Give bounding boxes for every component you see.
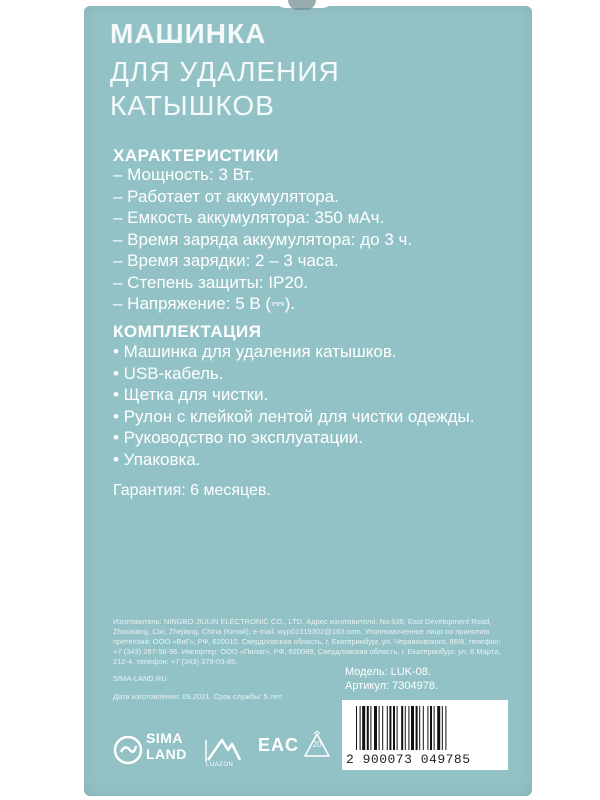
website-text: SIMA-LAND.RU [113, 674, 167, 683]
manufacturer-info: Изготовитель: NINGBO JIULIN ELECTRONIC CO., LTD. Адрес изготовителя: No.638, East Development Road, Zhouxiang, Cixi, Zhejiang, China (Китай), e-mail: wyp01319302@163.com. Уполномоченное лицо по принятию претензий: ООО «ВиГ», РФ, 620010, Свердловская область, г. Екатеринбург, ул. Черняховского, 86/8, телефон: +7 (343) 287-56-96. Импортер: ООО «Пилат», РФ, 620089, Свердловская область, г. Екатеринбург, ул. 8 Марта, 212-4, телефон: +7 (343) 379-03-85. [113, 617, 501, 666]
specs-heading: ХАРАКТЕРИСТИКИ [113, 146, 279, 165]
sima-logo-line2: LAND [146, 746, 187, 762]
sima-land-logo-text [146, 730, 187, 762]
spec-item: – Мощность: 3 Вт. [113, 165, 254, 184]
model-info [345, 665, 438, 693]
article-text: Артикул: 7304978. [345, 680, 439, 692]
product-subtitle-line2: КАТЫШКОВ [110, 90, 275, 121]
spec-item: – Емкость аккумулятора: 350 мАч. [113, 208, 385, 227]
barcode [342, 700, 508, 770]
spec-item: – Время зарядки: 2 – 3 часа. [113, 251, 339, 270]
product-title: МАШИНКА [110, 18, 267, 49]
barcode-bars-icon [342, 700, 508, 752]
kit-item: • Машинка для удаления катышков. [113, 342, 397, 361]
kit-item: • Щетка для чистки. [113, 385, 269, 404]
spec-item: – Работает от аккумулятора. [113, 186, 339, 206]
manufacture-date-text: Дата изготовления: 09.2021. Срок службы: 5 лет. [113, 692, 283, 701]
spec-item: – Степень защиты: IP20. [113, 272, 309, 292]
barcode-number: 2 900073 049785 [346, 752, 471, 767]
warranty-text: Гарантия: 6 месяцев. [113, 482, 271, 499]
kit-heading: КОМПЛЕКТАЦИЯ [113, 322, 262, 341]
luazon-logo-text: LUAZON [206, 762, 234, 768]
kit-item: • Рулон с клейкой лентой для чистки одежды. [113, 406, 475, 426]
kit-item: • USB-кабель. [113, 363, 224, 383]
kit-item: • Руководство по эксплуатации. [113, 428, 363, 447]
kit-item: • Упаковка. [113, 449, 201, 469]
spec-item: – Напряжение: 5 В (⎓). [113, 294, 296, 313]
model-text: Модель: LUK-08. [345, 666, 431, 678]
spec-item: – Время заряда аккумулятора: до 3 ч. [113, 229, 413, 249]
kit-list [113, 341, 474, 470]
sima-logo-line1: SIMA [146, 730, 183, 746]
recycle-code: 20 [312, 740, 322, 749]
eac-mark-icon: EAC [258, 735, 300, 755]
specs-list [113, 164, 412, 315]
product-subtitle-line1: ДЛЯ УДАЛЕНИЯ [110, 56, 340, 87]
